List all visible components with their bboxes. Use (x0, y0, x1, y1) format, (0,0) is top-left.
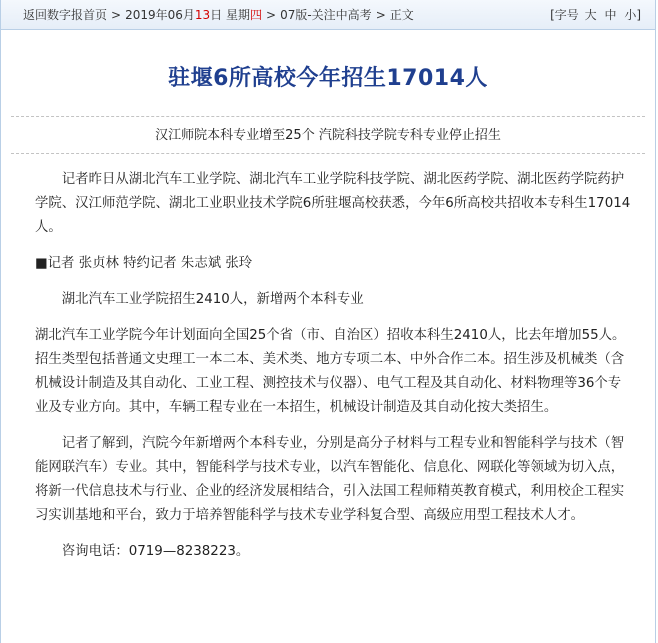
article-title: 驻堰6所高校今年招生17014人 (168, 66, 488, 91)
title-divider (11, 116, 645, 117)
article-paragraph: 记者昨日从湖北汽车工业学院、湖北汽车工业学院科技学院、湖北医药学院、湖北医药学院药护学院、汉江师范学院、湖北工业职业技术学院6所驻堰高校获悉，今年6所高校共招收本专科生17014人。 (35, 172, 631, 235)
font-size-control (550, 0, 643, 30)
breadcrumb-separator: > (375, 8, 386, 22)
article-byline: ■记者 张贞林 特约记者 朱志斌 张玲 (35, 256, 253, 271)
article-subtitle: 汉江师院本科专业增至25个 汽院科技学院专科专业停止招生 (155, 128, 501, 143)
date-weekday: 四 (250, 8, 263, 22)
breadcrumb-separator: > (111, 8, 122, 22)
breadcrumb-current: 正文 (389, 8, 414, 22)
date-mid: 日 星期 (210, 8, 250, 22)
article-body (1, 168, 655, 564)
date-link[interactable] (125, 8, 262, 22)
article-contact: 咨询电话：0719—8238223。 (61, 544, 250, 559)
font-size-small-button[interactable]: 小] (624, 8, 641, 22)
breadcrumb (1, 0, 655, 30)
breadcrumb-separator: > (266, 8, 277, 22)
font-size-large-button[interactable]: 大 (584, 8, 597, 22)
date-prefix: 2019年06月 (125, 8, 195, 22)
date-day: 13 (194, 8, 211, 22)
subtitle-divider (11, 153, 645, 154)
section-link[interactable]: 07版-关注中高考 (280, 8, 372, 22)
article-section-heading: 湖北汽车工业学院招生2410人，新增两个本科专业 (61, 292, 364, 307)
article-paragraph: 湖北汽车工业学院今年计划面向全国25个省（市、自治区）招收本科生2410人，比去年增加55人。招生类型包括普通文史理工一本二本、美术类、地方专项二本、中外合作二本。招生涉及机械类（含机械设计制造及其自动化、工业工程、测控技术与仪器）、电气工程及其自动化、材料物理等36个专业及专业方向。其中，车辆工程专业在一本招生，机械设计制造及其自动化按大类招生。 (35, 328, 626, 415)
home-link[interactable]: 返回数字报首页 (23, 8, 108, 22)
font-size-medium-button[interactable]: 中 (604, 8, 617, 22)
font-size-label: [字号 (550, 8, 579, 22)
article-paragraph: 记者了解到，汽院今年新增两个本科专业，分别是高分子材料与工程专业和智能科学与技术（智能网联汽车）专业。其中，智能科学与技术专业，以汽车智能化、信息化、网联化等领域为切入点，将新一代信息技术与行业、企业的经济发展相结合，引入法国工程师精英教育模式，利用校企工程实习实训基地和平台，致力于培养智能科学与技术专业学科复合型、高级应用型工程技术人才。 (35, 436, 625, 523)
